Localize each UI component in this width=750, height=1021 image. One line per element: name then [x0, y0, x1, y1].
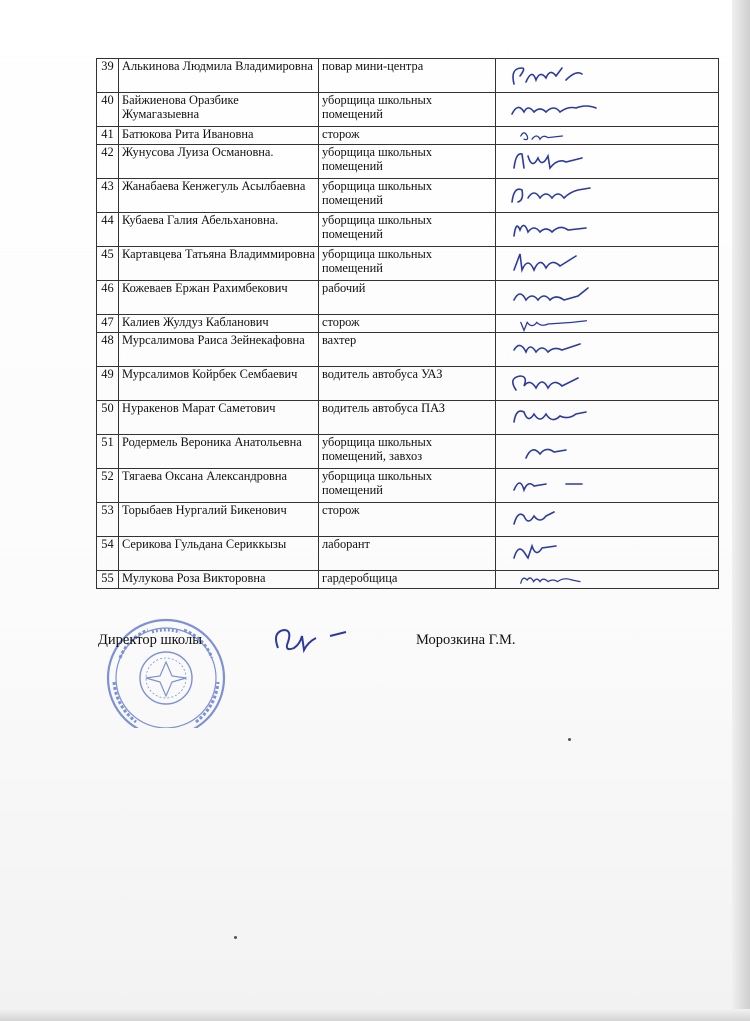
row-number: 39	[97, 59, 119, 93]
table-row	[97, 59, 719, 93]
signature-cell	[496, 571, 719, 589]
handwritten-signature	[506, 214, 606, 246]
page-edge-shadow	[732, 0, 750, 1021]
row-number: 46	[97, 281, 119, 315]
employee-position: уборщица школьных помещений	[319, 145, 496, 179]
signature-stroke	[513, 376, 578, 390]
employee-name: Кожеваев Ержан Рахимбекович	[119, 281, 319, 315]
signature-cell	[496, 435, 719, 469]
signature-stroke	[514, 483, 582, 490]
employee-name: Батюкова Рита Ивановна	[119, 127, 319, 145]
row-number: 40	[97, 93, 119, 127]
handwritten-signature	[506, 248, 606, 280]
employee-position: вахтер	[319, 333, 496, 367]
employee-name: Байжиенова Оразбике Жумагазыевна	[119, 93, 319, 127]
table-row	[97, 315, 719, 333]
table-row	[97, 503, 719, 537]
employee-position: водитель автобуса УАЗ	[319, 367, 496, 401]
signature-cell	[496, 333, 719, 367]
table-row	[97, 469, 719, 503]
director-name: Морозкина Г.М.	[416, 632, 516, 648]
signature-cell	[496, 247, 719, 281]
signature-cell	[496, 213, 719, 247]
handwritten-signature	[506, 436, 606, 468]
handwritten-signature	[506, 60, 606, 92]
employee-name: Торыбаев Нургалий Бикенович	[119, 503, 319, 537]
handwritten-signature	[506, 146, 606, 178]
signature-stroke	[514, 254, 576, 270]
handwritten-signature	[506, 504, 606, 536]
speck	[568, 738, 571, 741]
table-row	[97, 213, 719, 247]
employee-name: Алькинова Людмила Владимировна	[119, 59, 319, 93]
signature-cell	[496, 367, 719, 401]
handwritten-signature	[506, 572, 606, 588]
row-number: 55	[97, 571, 119, 589]
handwritten-signature	[506, 402, 606, 434]
employee-position: уборщица школьных помещений	[319, 93, 496, 127]
row-number: 44	[97, 213, 119, 247]
signature-cell	[496, 469, 719, 503]
signature-cell	[496, 127, 719, 145]
table-row	[97, 571, 719, 589]
employee-name: Жунусова Луиза Османовна.	[119, 145, 319, 179]
employee-position: лаборант	[319, 537, 496, 571]
employee-name: Калиев Жулдуз Кабланович	[119, 315, 319, 333]
director-signature	[268, 622, 358, 667]
table-row	[97, 435, 719, 469]
row-number: 48	[97, 333, 119, 367]
table-row	[97, 281, 719, 315]
handwritten-signature	[506, 334, 606, 366]
row-number: 41	[97, 127, 119, 145]
table-row	[97, 179, 719, 213]
employee-position: повар мини-центра	[319, 59, 496, 93]
table-row	[97, 367, 719, 401]
signature-cell	[496, 145, 719, 179]
signature-stroke	[513, 68, 582, 84]
signature-stroke	[514, 512, 554, 524]
employee-position: уборщица школьных помещений	[319, 213, 496, 247]
handwritten-signature	[506, 180, 606, 212]
employee-name: Мурсалимова Раиса Зейнекафовна	[119, 333, 319, 367]
employee-name: Картавцева Татьяна Владиммировна	[119, 247, 319, 281]
handwritten-signature	[506, 128, 606, 144]
row-number: 47	[97, 315, 119, 333]
signature-stroke	[514, 154, 582, 168]
signature-stroke	[521, 578, 580, 583]
employee-name: Жанабаева Кенжегуль Асылбаевна	[119, 179, 319, 213]
employee-position: гардеробщица	[319, 571, 496, 589]
employee-position: сторож	[319, 127, 496, 145]
signature-cell	[496, 315, 719, 333]
staff-roster-table	[96, 58, 719, 589]
signature-stroke	[521, 133, 563, 140]
row-number: 52	[97, 469, 119, 503]
table-row	[97, 401, 719, 435]
employee-position: уборщица школьных помещений	[319, 469, 496, 503]
row-number: 42	[97, 145, 119, 179]
signature-stroke	[512, 106, 596, 114]
speck	[234, 936, 237, 939]
signature-stroke	[512, 188, 590, 202]
signature-cell	[496, 179, 719, 213]
table-row	[97, 93, 719, 127]
handwritten-signature	[506, 316, 606, 332]
director-title: Директор школы	[98, 632, 202, 648]
row-number: 43	[97, 179, 119, 213]
signature-cell	[496, 503, 719, 537]
row-number: 54	[97, 537, 119, 571]
handwritten-signature	[506, 94, 606, 126]
row-number: 49	[97, 367, 119, 401]
employee-position: водитель автобуса ПАЗ	[319, 401, 496, 435]
employee-position: уборщица школьных помещений	[319, 179, 496, 213]
employee-position: рабочий	[319, 281, 496, 315]
employee-position: уборщица школьных помещений, завхоз	[319, 435, 496, 469]
employee-name: Нуракенов Марат Саметович	[119, 401, 319, 435]
signature-cell	[496, 537, 719, 571]
signature-stroke	[514, 546, 556, 558]
row-number: 51	[97, 435, 119, 469]
employee-name: Тягаева Оксана Александровна	[119, 469, 319, 503]
employee-name: Мурсалимов Койрбек Сембаевич	[119, 367, 319, 401]
employee-position: сторож	[319, 503, 496, 537]
signature-cell	[496, 401, 719, 435]
signature-stroke	[521, 321, 587, 331]
employee-name: Серикова Гульдана Сериккызы	[119, 537, 319, 571]
signature-cell	[496, 59, 719, 93]
employee-position: сторож	[319, 315, 496, 333]
handwritten-signature	[506, 470, 606, 502]
signature-stroke	[526, 449, 566, 458]
signature-stroke	[514, 225, 586, 236]
row-number: 50	[97, 401, 119, 435]
employee-name: Кубаева Галия Абельхановна.	[119, 213, 319, 247]
table-row	[97, 333, 719, 367]
table-row	[97, 127, 719, 145]
signature-stroke	[514, 411, 586, 422]
row-number: 45	[97, 247, 119, 281]
page-bottom-edge	[0, 1009, 750, 1021]
employee-position: уборщица школьных помещений	[319, 247, 496, 281]
signature-stroke	[514, 288, 588, 300]
signature-stroke	[514, 344, 580, 352]
table-row	[97, 247, 719, 281]
signature-cell	[496, 281, 719, 315]
row-number: 53	[97, 503, 119, 537]
employee-name: Родермель Вероника Анатольевна	[119, 435, 319, 469]
handwritten-signature	[506, 368, 606, 400]
employee-name: Мулукова Роза Викторовна	[119, 571, 319, 589]
signature-cell	[496, 93, 719, 127]
table-row	[97, 537, 719, 571]
table-row	[97, 145, 719, 179]
handwritten-signature	[506, 282, 606, 314]
handwritten-signature	[506, 538, 606, 570]
